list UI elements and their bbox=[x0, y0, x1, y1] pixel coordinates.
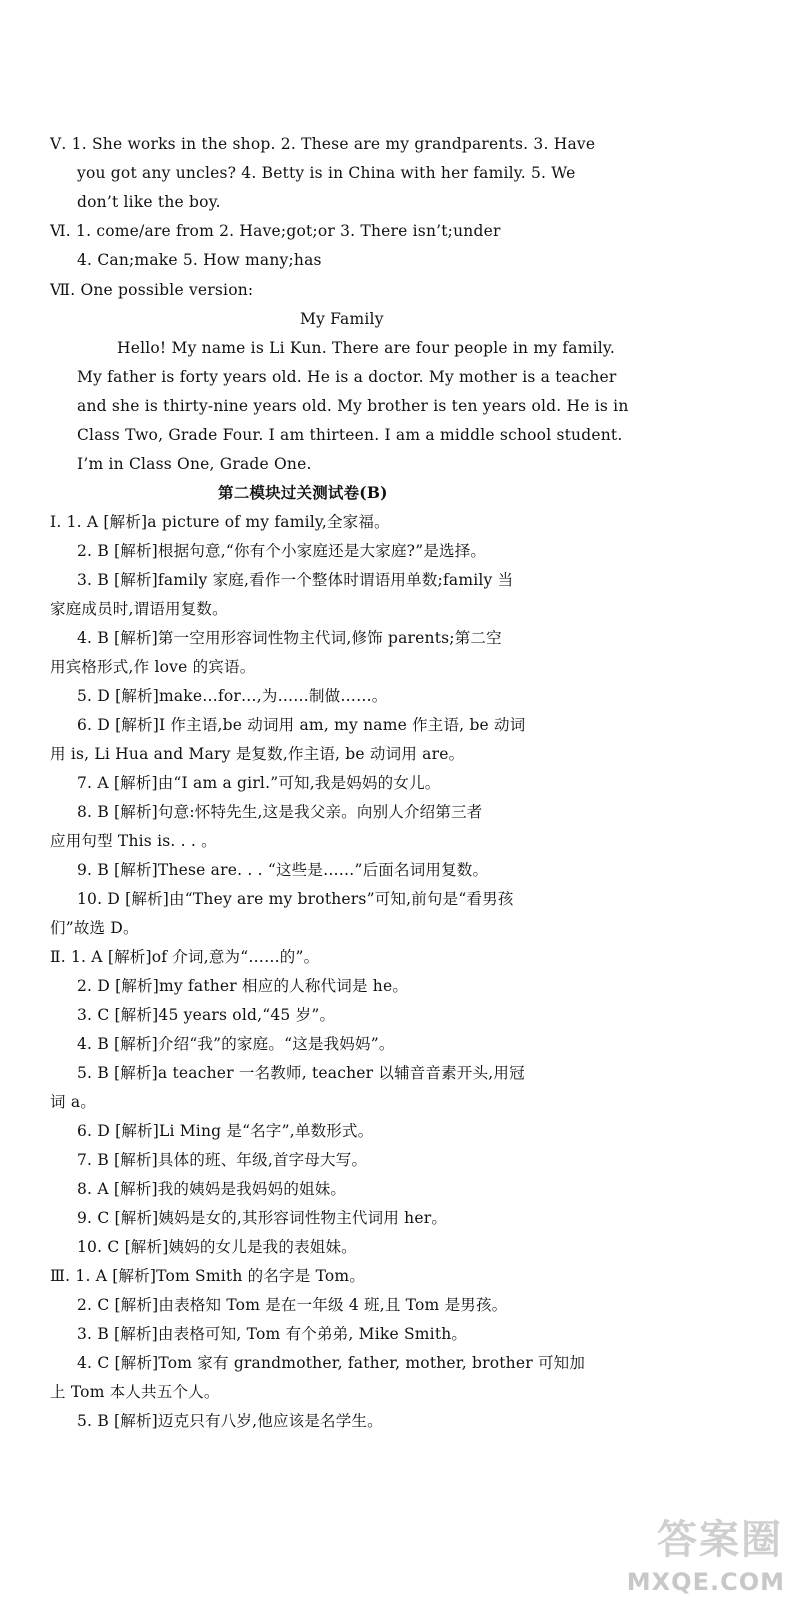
watermark-url: MXQE.COM bbox=[626, 1568, 785, 1596]
part2-answer: 7. B [解析]具体的班、年级,首字母大写。 bbox=[77, 1151, 368, 1169]
part1-answer: Ⅰ. 1. A [解析]a picture of my family,全家福。 bbox=[50, 513, 390, 531]
part3-answer: 上 Tom 本人共五个人。 bbox=[50, 1383, 220, 1401]
section5-line: Ⅴ. 1. She works in the shop. 2. These are my grandparents. 3. Have bbox=[50, 135, 596, 153]
test-title: 第二模块过关测试卷(B) bbox=[218, 483, 388, 502]
part1-answer: 5. D [解析]make…for…,为……制做……。 bbox=[77, 687, 388, 705]
part2-answer: 5. B [解析]a teacher 一名教师, teacher 以辅音音素开头,用冠 bbox=[77, 1064, 525, 1082]
part1-answer: 们”故选 D。 bbox=[50, 919, 139, 937]
essay-line: I’m in Class One, Grade One. bbox=[77, 455, 312, 473]
part3-answer: 2. C [解析]由表格知 Tom 是在一年级 4 班,且 Tom 是男孩。 bbox=[77, 1296, 508, 1314]
part1-answer: 应用句型 This is. . . 。 bbox=[50, 832, 217, 850]
essay-title: My Family bbox=[300, 310, 384, 328]
essay-line: Class Two, Grade Four. I am thirteen. I am a middle school student. bbox=[77, 426, 623, 444]
section6-line: Ⅵ. 1. come/are from 2. Have;got;or 3. There isn’t;under bbox=[50, 222, 501, 240]
part1-answer: 10. D [解析]由“They are my brothers”可知,前句是“看男孩 bbox=[77, 890, 514, 908]
essay-line: My father is forty years old. He is a doctor. My mother is a teacher bbox=[77, 368, 617, 386]
part2-answer: 10. C [解析]姨妈的女儿是我的表姐妹。 bbox=[77, 1238, 357, 1256]
part1-answer: 家庭成员时,谓语用复数。 bbox=[50, 600, 228, 618]
essay-line: and she is thirty-nine years old. My brother is ten years old. He is in bbox=[77, 397, 629, 415]
part2-answer: 词 a。 bbox=[50, 1093, 96, 1111]
part2-answer: 2. D [解析]my father 相应的人称代词是 he。 bbox=[77, 977, 409, 995]
part2-answer: 8. A [解析]我的姨妈是我妈妈的姐妹。 bbox=[77, 1180, 347, 1198]
section5-line: you got any uncles? 4. Betty is in China with her family. 5. We bbox=[77, 164, 576, 182]
essay-line: Hello! My name is Li Kun. There are four people in my family. bbox=[117, 339, 615, 357]
section7-heading: Ⅶ. One possible version: bbox=[50, 281, 254, 299]
part1-answer: 8. B [解析]句意:怀特先生,这是我父亲。向别人介绍第三者 bbox=[77, 803, 483, 821]
part1-answer: 2. B [解析]根据句意,“你有个小家庭还是大家庭?”是选择。 bbox=[77, 542, 487, 560]
part1-answer: 9. B [解析]These are. . . “这些是……”后面名词用复数。 bbox=[77, 861, 489, 879]
part1-answer: 4. B [解析]第一空用形容词性物主代词,修饰 parents;第二空 bbox=[77, 629, 502, 647]
part2-answer: 3. C [解析]45 years old,“45 岁”。 bbox=[77, 1006, 336, 1024]
section5-line: don’t like the boy. bbox=[77, 193, 221, 211]
watermark-logo: 答案圈 bbox=[657, 1517, 783, 1563]
part2-answer: 9. C [解析]姨妈是女的,其形容词性物主代词用 her。 bbox=[77, 1209, 448, 1227]
part3-answer: 4. C [解析]Tom 家有 grandmother, father, mother, brother 可知加 bbox=[77, 1354, 586, 1372]
part2-answer: 6. D [解析]Li Ming 是“名字”,单数形式。 bbox=[77, 1122, 374, 1140]
watermark bbox=[585, 1508, 785, 1598]
part1-answer: 3. B [解析]family 家庭,看作一个整体时谓语用单数;family 当 bbox=[77, 571, 514, 589]
part1-answer: 7. A [解析]由“I am a girl.”可知,我是妈妈的女儿。 bbox=[77, 774, 441, 792]
part1-answer: 用宾格形式,作 love 的宾语。 bbox=[50, 658, 256, 676]
part3-answer: 5. B [解析]迈克只有八岁,他应该是名学生。 bbox=[77, 1412, 383, 1430]
part1-answer: 用 is, Li Hua and Mary 是复数,作主语, be 动词用 are。 bbox=[50, 745, 465, 763]
section6-line: 4. Can;make 5. How many;has bbox=[77, 251, 322, 269]
part3-answer: Ⅲ. 1. A [解析]Tom Smith 的名字是 Tom。 bbox=[50, 1267, 366, 1285]
part2-answer: Ⅱ. 1. A [解析]of 介词,意为“……的”。 bbox=[50, 948, 320, 966]
part3-answer: 3. B [解析]由表格可知, Tom 有个弟弟, Mike Smith。 bbox=[77, 1325, 468, 1343]
part2-answer: 4. B [解析]介绍“我”的家庭。“这是我妈妈”。 bbox=[77, 1035, 395, 1053]
part1-answer: 6. D [解析]I 作主语,be 动词用 am, my name 作主语, be 动词 bbox=[77, 716, 526, 734]
